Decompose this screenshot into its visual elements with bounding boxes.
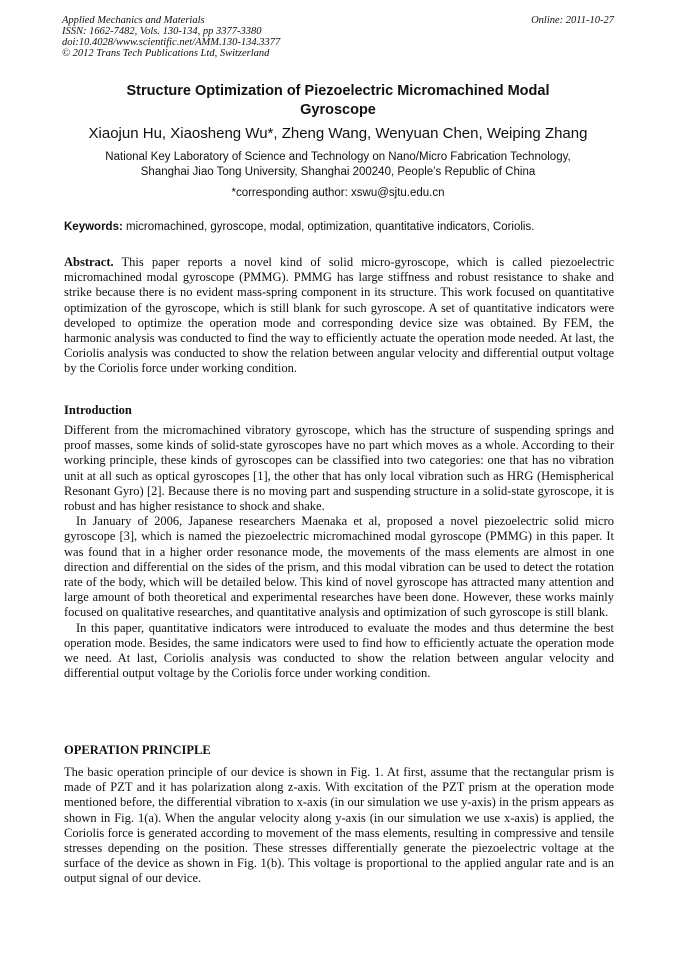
affiliation	[62, 150, 614, 180]
issn-line: ISSN: 1662-7482, Vols. 130-134, pp 3377-3380	[62, 26, 262, 37]
copyright-line: © 2012 Trans Tech Publications Ltd, Switzerland	[62, 48, 270, 59]
abstract-text: This paper reports a novel kind of solid micro-gyroscope, which is called piezoelectric micromachined modal gyroscope (PMMG). PMMG has large stiffness and robust resistance to shake and strike because there is no evident mass-spring component in its structure. This work focused on quantitative optimization of the gyroscope, which is still blank for such gyroscope. A set of quantitative indicators were developed to optimize the operation mode and corresponding device size was obtained. By FEM, the harmonic analysis was conducted to find the way to efficiently actuate the operation mode needed. At last, the Coriolis analysis was conducted to show the relation between angular velocity and differential output voltage by the Coriolis force under working condition.	[64, 255, 614, 376]
doi-line: doi:10.4028/www.scientific.net/AMM.130-134.3377	[62, 37, 281, 48]
introduction-heading: Introduction	[64, 403, 132, 417]
intro-paragraph-3: In this paper, quantitative indicators were introduced to evaluate the modes and thus determine the best operation mode. Besides, the same indicators were used to find how to efficiently actuate the operation mode we need. At last, Coriolis analysis was conducted to show the relation between angular velocity and differential output voltage by the Coriolis force under working condition.	[64, 620, 614, 681]
journal-header	[62, 15, 614, 59]
online-date: Online: 2011-10-27	[531, 15, 614, 26]
affiliation-line-1: National Key Laboratory of Science and Technology on Nano/Micro Fabrication Technology,	[105, 151, 571, 163]
paper-title	[62, 82, 614, 120]
operation-principle-body	[64, 765, 614, 887]
keywords-label: Keywords:	[64, 221, 123, 233]
journal-name: Applied Mechanics and Materials	[62, 15, 205, 26]
abstract-label: Abstract.	[64, 255, 114, 269]
introduction-body	[64, 423, 614, 681]
affiliation-line-2: Shanghai Jiao Tong University, Shanghai 200240, People’s Republic of China	[140, 166, 536, 178]
intro-paragraph-2: In January of 2006, Japanese researchers Maenaka et al, proposed a novel piezoelectric solid micro gyroscope [3], which is named the piezoelectric micromachined modal gyroscope (PMMG) in this paper. It was found that in a higher order resonance mode, the movements of the mass elements are almost in one direction and differential on the sides of the prism, and this modal vibration can be used to detect the rotation rate of the body, which will be detailed below. This kind of novel gyroscope has attracted many attention and large amount of both theoretical and experimental researches have been done. However, these works mainly focused on qualitative researches, and quantitative analysis and optimization of such gyroscope is still blank.	[64, 514, 614, 620]
op-paragraph-1: The basic operation principle of our device is shown in Fig. 1. At first, assume that the rectangular prism is made of PZT and it has polarization along z-axis. With excitation of the PZT prism at the operation mode mentioned before, the differential vibration to x-axis (in our simulation we use y-axis) in the prism appears as shown in Fig. 1(a). When the angular velocity along y-axis (in our simulation we use x-axis) is applied, the Coriolis force is generated according to movement of the mass elements, resulting in compressive and tensile stresses depending on the position. These stresses differentially generate the piezoelectric voltage at the surface of the device as shown in Fig. 1(b). This voltage is proportional to the applied angular rate and is an output signal of our device.	[64, 765, 614, 886]
keywords	[64, 220, 616, 235]
abstract	[64, 255, 614, 377]
corresponding-author: *corresponding author: xswu@sjtu.edu.cn	[231, 187, 445, 199]
title-line-1: Structure Optimization of Piezoelectric Micromachined Modal	[126, 83, 550, 99]
operation-principle-heading: OPERATION PRINCIPLE	[64, 743, 211, 757]
title-line-2: Gyroscope	[300, 102, 376, 118]
intro-paragraph-1: Different from the micromachined vibratory gyroscope, which has the structure of suspending springs and proof masses, some kinds of solid-state gyroscopes have no part which moves as a whole. According to their working principle, these kinds of gyroscopes can be classified into two categories: one that has no vibration unit at all such as optical gyroscopes [1], the other that has only local vibration such as HRG (Hemispherical Resonant Gyro) [2]. Because there is no moving part and suspending structure in a solid-state gyroscope, it is robust and has higher resistance to shock and shake.	[64, 423, 614, 514]
author-list: Xiaojun Hu, Xiaosheng Wu*, Zheng Wang, Wenyuan Chen, Weiping Zhang	[88, 125, 588, 142]
keywords-text: micromachined, gyroscope, modal, optimization, quantitative indicators, Coriolis.	[122, 221, 535, 233]
